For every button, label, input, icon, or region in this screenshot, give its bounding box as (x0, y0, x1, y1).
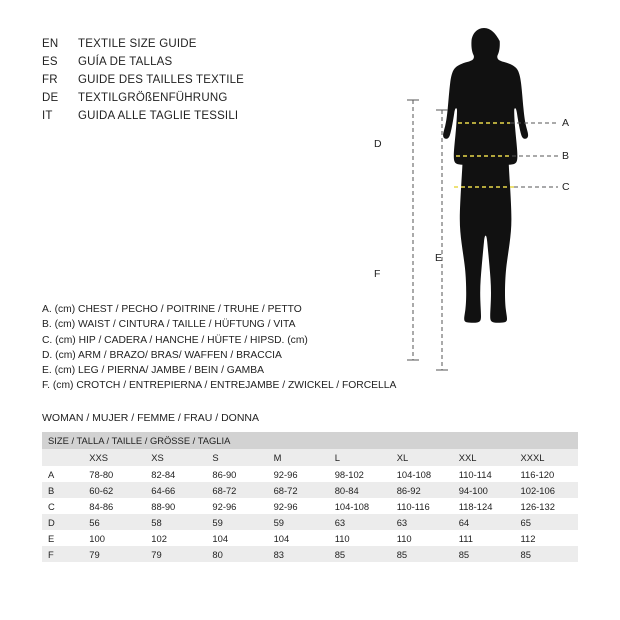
table-sizes-row (42, 449, 578, 466)
language-title-block (42, 38, 372, 128)
cell-b-s: 68-72 (206, 482, 267, 498)
size-col-xs: XS (145, 449, 206, 466)
size-col-xl: XL (391, 449, 453, 466)
cell-d-xs: 58 (145, 514, 206, 530)
cell-b-m: 68-72 (268, 482, 329, 498)
cell-c-xxl: 118-124 (453, 498, 515, 514)
cell-a-xxl: 110-114 (453, 466, 515, 482)
cell-c-xxs: 84-86 (83, 498, 145, 514)
language-code-fr: FR (42, 74, 58, 86)
cell-c-xxxl: 126-132 (515, 498, 578, 514)
size-col-xxxl: XXXL (515, 449, 578, 466)
marker-label-a: A (562, 117, 570, 129)
cell-e-xl: 110 (391, 530, 453, 546)
cell-f-xxxl: 85 (515, 546, 578, 562)
cell-f-xl: 85 (391, 546, 453, 562)
legend-item-e: E. (cm) LEG / PIERNA/ JAMBE / BEIN / GAMBA (42, 365, 264, 377)
cell-a-l: 98-102 (329, 466, 391, 482)
cell-c-xs: 88-90 (145, 498, 206, 514)
language-row-en (42, 38, 372, 56)
arm-dimension-line (407, 100, 419, 360)
marker-label-b: B (562, 150, 570, 162)
cell-a-s: 86-90 (206, 466, 267, 482)
cell-d-xxs: 56 (83, 514, 145, 530)
size-col-l: L (329, 449, 391, 466)
cell-b-xxl: 94-100 (453, 482, 515, 498)
row-label-d: D (42, 514, 83, 530)
cell-d-xl: 63 (391, 514, 453, 530)
legend-item-b: B. (cm) WAIST / CINTURA / TAILLE / HÜFTUNG / VITA (42, 319, 296, 331)
table-header-label: SIZE / TALLA / TAILLE / GRÖSSE / TAGLIA (42, 432, 578, 449)
cell-e-xxs: 100 (83, 530, 145, 546)
female-silhouette-icon (443, 28, 528, 323)
cell-c-s: 92-96 (206, 498, 267, 514)
gender-label: WOMAN / MUJER / FEMME / FRAU / DONNA (42, 412, 259, 424)
language-code-it: IT (42, 110, 53, 122)
cell-e-s: 104 (206, 530, 267, 546)
cell-a-m: 92-96 (268, 466, 329, 482)
table-row (42, 466, 578, 482)
cell-f-xxl: 85 (453, 546, 515, 562)
cell-d-m: 59 (268, 514, 329, 530)
language-row-fr (42, 74, 372, 92)
cell-b-xl: 86-92 (391, 482, 453, 498)
cell-f-s: 80 (206, 546, 267, 562)
cell-b-xs: 64-66 (145, 482, 206, 498)
cell-f-xs: 79 (145, 546, 206, 562)
marker-label-c: C (562, 181, 570, 193)
language-row-es (42, 56, 372, 74)
cell-c-l: 104-108 (329, 498, 391, 514)
legend-item-c: C. (cm) HIP / CADERA / HANCHE / HÜFTE / HIPSD. (cm) (42, 334, 308, 346)
marker-label-e: E (435, 252, 443, 264)
cell-e-xxxl: 112 (515, 530, 578, 546)
cell-c-m: 92-96 (268, 498, 329, 514)
language-row-de (42, 92, 372, 110)
cell-e-l: 110 (329, 530, 391, 546)
size-col-s: S (206, 449, 267, 466)
cell-a-xxxl: 116-120 (515, 466, 578, 482)
table-row (42, 546, 578, 562)
table-row (42, 498, 578, 514)
body-measurement-diagram (374, 20, 600, 420)
language-text-en: TEXTILE SIZE GUIDE (78, 38, 197, 50)
language-code-de: DE (42, 92, 59, 104)
cell-f-m: 83 (268, 546, 329, 562)
cell-c-xl: 110-116 (391, 498, 453, 514)
language-text-de: TEXTILGRÖßENFÜHRUNG (78, 92, 228, 104)
table-row (42, 514, 578, 530)
cell-a-xxs: 78-80 (83, 466, 145, 482)
marker-label-d: D (374, 138, 382, 150)
row-label-a: A (42, 466, 83, 482)
cell-d-s: 59 (206, 514, 267, 530)
cell-d-xxxl: 65 (515, 514, 578, 530)
row-label-b: B (42, 482, 83, 498)
size-table (42, 432, 578, 562)
language-text-it: GUIDA ALLE TAGLIE TESSILI (78, 110, 239, 122)
table-row (42, 482, 578, 498)
cell-a-xl: 104-108 (391, 466, 453, 482)
language-code-en: EN (42, 38, 59, 50)
language-row-it (42, 110, 372, 128)
marker-label-f: F (374, 268, 381, 280)
cell-f-xxs: 79 (83, 546, 145, 562)
cell-b-l: 80-84 (329, 482, 391, 498)
leg-dimension-line (436, 110, 448, 370)
table-row (42, 530, 578, 546)
cell-e-m: 104 (268, 530, 329, 546)
size-col-xxl: XXL (453, 449, 515, 466)
cell-a-xs: 82-84 (145, 466, 206, 482)
row-label-f: F (42, 546, 83, 562)
cell-b-xxs: 60-62 (83, 482, 145, 498)
size-col-xxs: XXS (83, 449, 145, 466)
cell-d-xxl: 64 (453, 514, 515, 530)
sizes-row-blank (42, 449, 83, 466)
language-text-es: GUÍA DE TALLAS (78, 56, 173, 68)
cell-d-l: 63 (329, 514, 391, 530)
row-label-e: E (42, 530, 83, 546)
size-col-m: M (268, 449, 329, 466)
legend-item-d: D. (cm) ARM / BRAZO/ BRAS/ WAFFEN / BRACCIA (42, 349, 282, 361)
legend-item-f: F. (cm) CROTCH / ENTREPIERNA / ENTREJAMBE / ZWICKEL / FORCELLA (42, 380, 397, 392)
language-code-es: ES (42, 56, 58, 68)
cell-f-l: 85 (329, 546, 391, 562)
language-text-fr: GUIDE DES TAILLES TEXTILE (78, 74, 245, 86)
cell-e-xxl: 111 (453, 530, 515, 546)
legend-item-a: A. (cm) CHEST / PECHO / POITRINE / TRUHE / PETTO (42, 304, 302, 315)
table-header-row (42, 432, 578, 449)
cell-e-xs: 102 (145, 530, 206, 546)
cell-b-xxxl: 102-106 (515, 482, 578, 498)
row-label-c: C (42, 498, 83, 514)
measurement-legend (42, 302, 397, 394)
